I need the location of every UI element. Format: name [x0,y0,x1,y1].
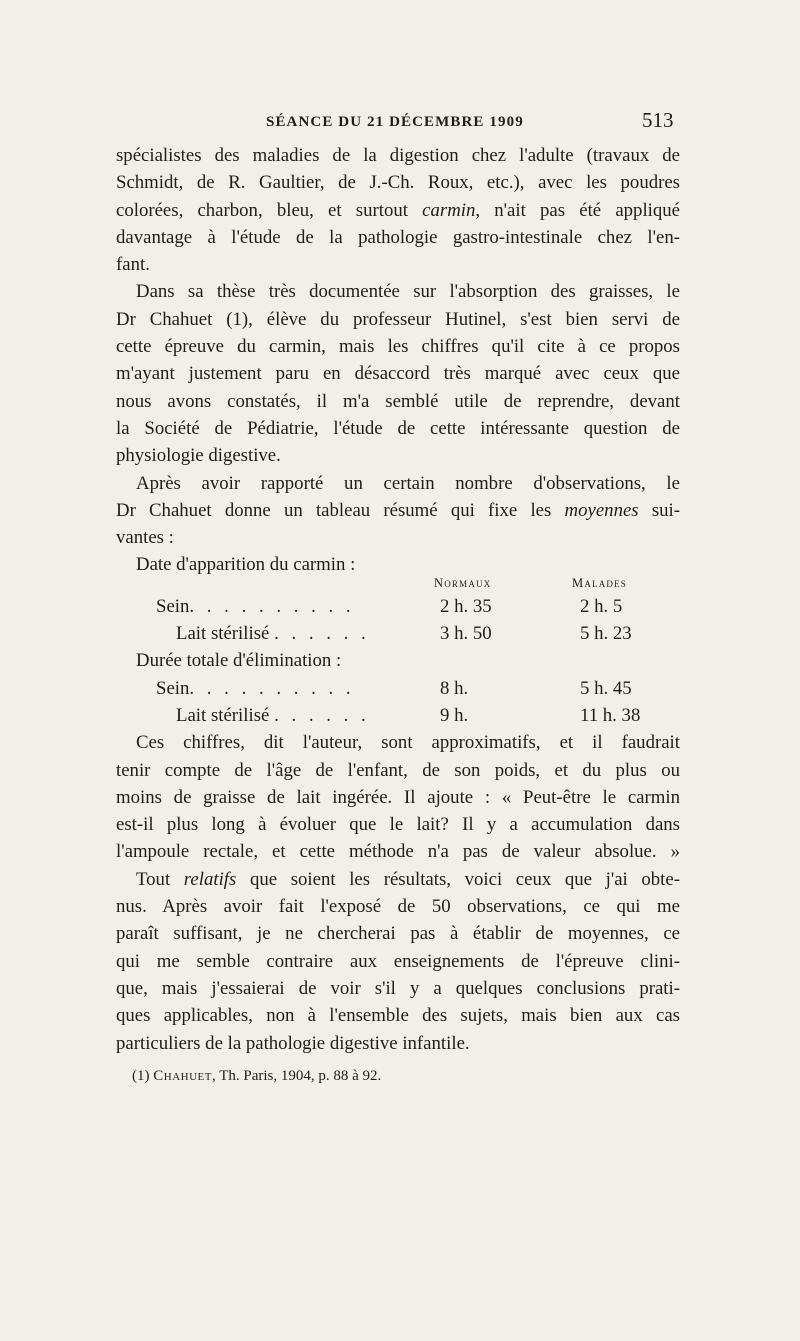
cell-malades: 11 h. 38 [580,704,641,726]
footnote-marker: (1) [132,1068,150,1084]
paragraph-2 [116,278,680,469]
paragraph-3 [116,470,680,552]
text-line: colorées, charbon, bleu, et surtout carmin, n'ait pas été appliqué [116,199,680,221]
cell-normaux: 9 h. [440,704,469,726]
table-section-title: Date d'apparition du carmin : [136,554,356,576]
paragraph-1 [116,142,680,278]
text-line: m'ayant justement paru en désaccord très marqué avec ceux que [116,363,680,385]
text-line: Dr Chahuet (1), élève du professeur Hutinel, s'est bien servi de [116,308,680,330]
text-line: Après avoir rapporté un certain nombre d'observations, le [136,472,680,494]
cell-normaux: 8 h. [440,677,469,699]
cell-malades: 2 h. 5 [580,595,623,617]
footnote-text: , Th. Paris, 1904, p. 88 à 92. [211,1068,382,1084]
text-line: davantage à l'étude de la pathologie gastro-intestinale chez l'en- [116,226,680,248]
cell-normaux: 2 h. 35 [440,595,492,617]
row-label: Sein [156,677,190,699]
text-line: vantes : [116,527,174,549]
table-header-row [116,573,680,593]
text-line: Ces chiffres, dit l'auteur, sont approximatifs, et il faudrait [136,732,680,754]
row-label: Sein [156,595,190,617]
cell-normaux: 3 h. 50 [440,623,492,645]
leader-dots: . . . . . . [274,704,370,726]
cell-malades: 5 h. 23 [580,623,632,645]
table-row [116,675,680,702]
leader-dots: . . . . . . [274,623,370,645]
text-line: que, mais j'essaierai de voir s'il y a quelques conclusions prati- [116,977,680,999]
text-line: Dr Chahuet donne un tableau résumé qui fixe les moyennes sui- [116,499,680,521]
row-label: Lait stérilisé [176,704,270,726]
text-line: cette épreuve du carmin, mais les chiffres qu'il cite à ce propos [116,336,680,358]
leader-dots: . . . . . . . . . . [189,677,355,699]
text-line: particuliers de la pathologie digestive infantile. [116,1032,470,1054]
emphasis: relatifs [183,868,237,890]
running-title: SÉANCE DU 21 DÉCEMBRE 1909 [266,114,524,130]
paragraph-4 [116,729,680,865]
text-line: spécialistes des maladies de la digestion chez l'adulte (travaux de [116,145,680,166]
text-line: Dans sa thèse très documentée sur l'absorption des graisses, le [136,281,680,303]
text-line: nus. Après avoir fait l'exposé de 50 observations, ce qui me [116,896,680,918]
text-line: tenir compte de l'âge de l'enfant, de son poids, et du plus ou [116,759,680,781]
text-line: est-il plus long à évoluer que le lait? Il y a accumulation dans [116,814,680,836]
page-header [0,108,800,138]
leader-dots: . . . . . . . . . . [189,595,355,617]
text-line: l'ampoule rectale, et cette méthode n'a pas de valeur absolue. » [116,841,680,863]
cell-malades: 5 h. 45 [580,677,632,699]
footnote [132,1068,381,1085]
table-section-title: Durée totale d'élimination : [136,650,342,672]
emphasis: moyennes [564,499,639,521]
row-label: Lait stérilisé [176,623,270,645]
text-line: physiologie digestive. [116,445,281,467]
text-line: Schmidt, de R. Gaultier, de J.-Ch. Roux, etc.), avec les poudres [116,172,680,194]
text-line: ques applicables, non à l'ensemble des sujets, mais bien aux cas [116,1005,680,1027]
paragraph-5 [116,866,680,1057]
table-row [116,620,680,647]
column-header-normaux: Normaux [434,575,492,590]
text-line: moins de graisse de lait ingérée. Il ajoute : « Peut-être le carmin [116,786,680,808]
column-header-malades: Malades [572,575,628,590]
text-line: paraît suffisant, je ne chercherai pas à établir de moyennes, ce [116,923,680,945]
emphasis: carmin [422,199,476,221]
text-line: la Société de Pédiatrie, l'étude de cette intéressante question de [116,417,680,439]
footnote-author: Chahuet [153,1068,212,1084]
text-line: Tout relatifs que soient les résultats, voici ceux que j'ai obte- [136,868,680,890]
text-line: qui me semble contraire aux enseignements de l'épreuve clini- [116,950,680,972]
summary-table [116,551,680,729]
body-text [116,142,680,1057]
text-line: nous avons constatés, il m'a semblé utile de reprendre, devant [116,390,680,412]
table-row [116,593,680,620]
page-number: 513 [642,108,674,132]
text-line: fant. [116,254,150,276]
table-row [116,702,680,729]
